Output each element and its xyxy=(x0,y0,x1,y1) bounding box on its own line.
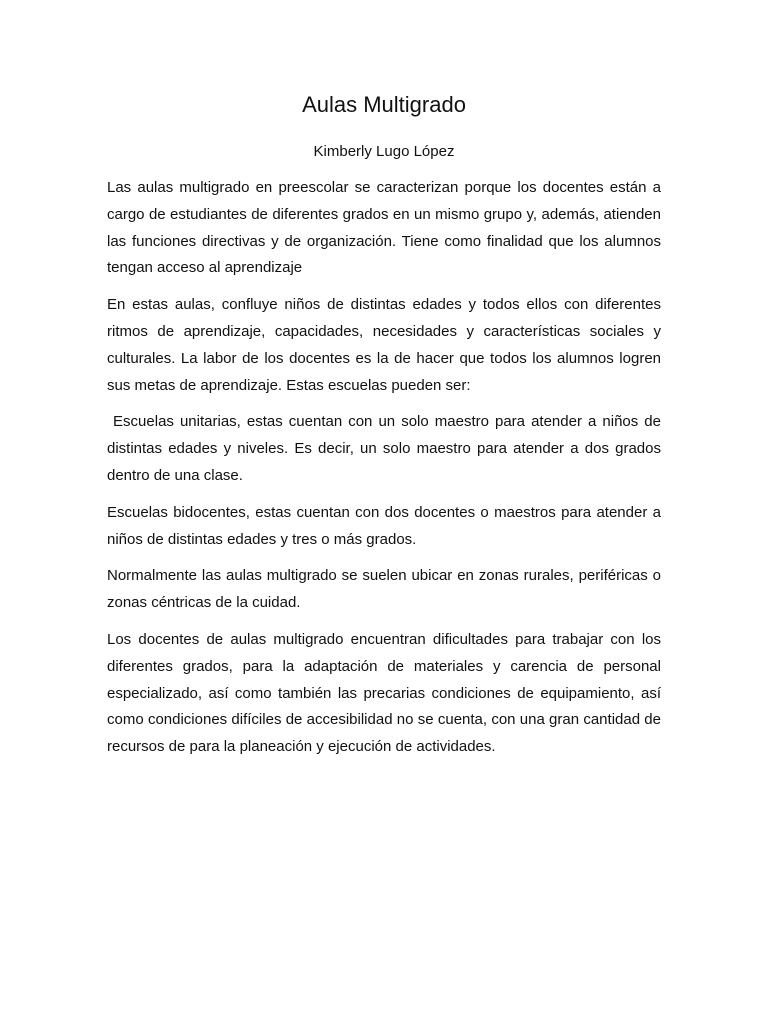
paragraph-bidocent-schools: Escuelas bidocentes, estas cuentan con dos docentes o maestros para atender a niños de distintas edades y tres o más grados. xyxy=(107,503,661,548)
paragraph-intro: Las aulas multigrado en preescolar se caracterizan porque los docentes están a cargo de estudiantes de diferentes grados en un mismo grupo y, además, atienden las funciones directivas y de organización. Tiene como finalidad que los alumnos tengan acceso al aprendizaje xyxy=(107,179,661,277)
paragraph-difficulties: Los docentes de aulas multigrado encuentran dificultades para trabajar con los diferentes grados, para la adaptación de materiales y carencia de personal especializado, así como también las precarias condiciones de equipamiento, así como condiciones difíciles de accesibilidad no se cuenta, con una gran cantidad de recursos de para la planeación y ejecución de actividades. xyxy=(107,630,661,756)
paragraph-characteristics: En estas aulas, confluye niños de distintas edades y todos ellos con diferentes ritmos de aprendizaje, capacidades, necesidades y características sociales y culturales. La labor de los docentes es la de hacer que todos los alumnos logren sus metas de aprendizaje. Estas escuelas pueden ser: xyxy=(107,296,661,394)
document-title: Aulas Multigrado xyxy=(302,92,466,117)
paragraph-unitary-schools: Escuelas unitarias, estas cuentan con un solo maestro para atender a niños de distintas edades y niveles. Es decir, un solo maestro para atender a dos grados dentro de una clase. xyxy=(107,413,661,484)
document-author: Kimberly Lugo López xyxy=(313,143,455,160)
paragraph-location: Normalmente las aulas multigrado se suelen ubicar en zonas rurales, periféricas o zonas céntricas de la cuidad. xyxy=(107,567,661,612)
